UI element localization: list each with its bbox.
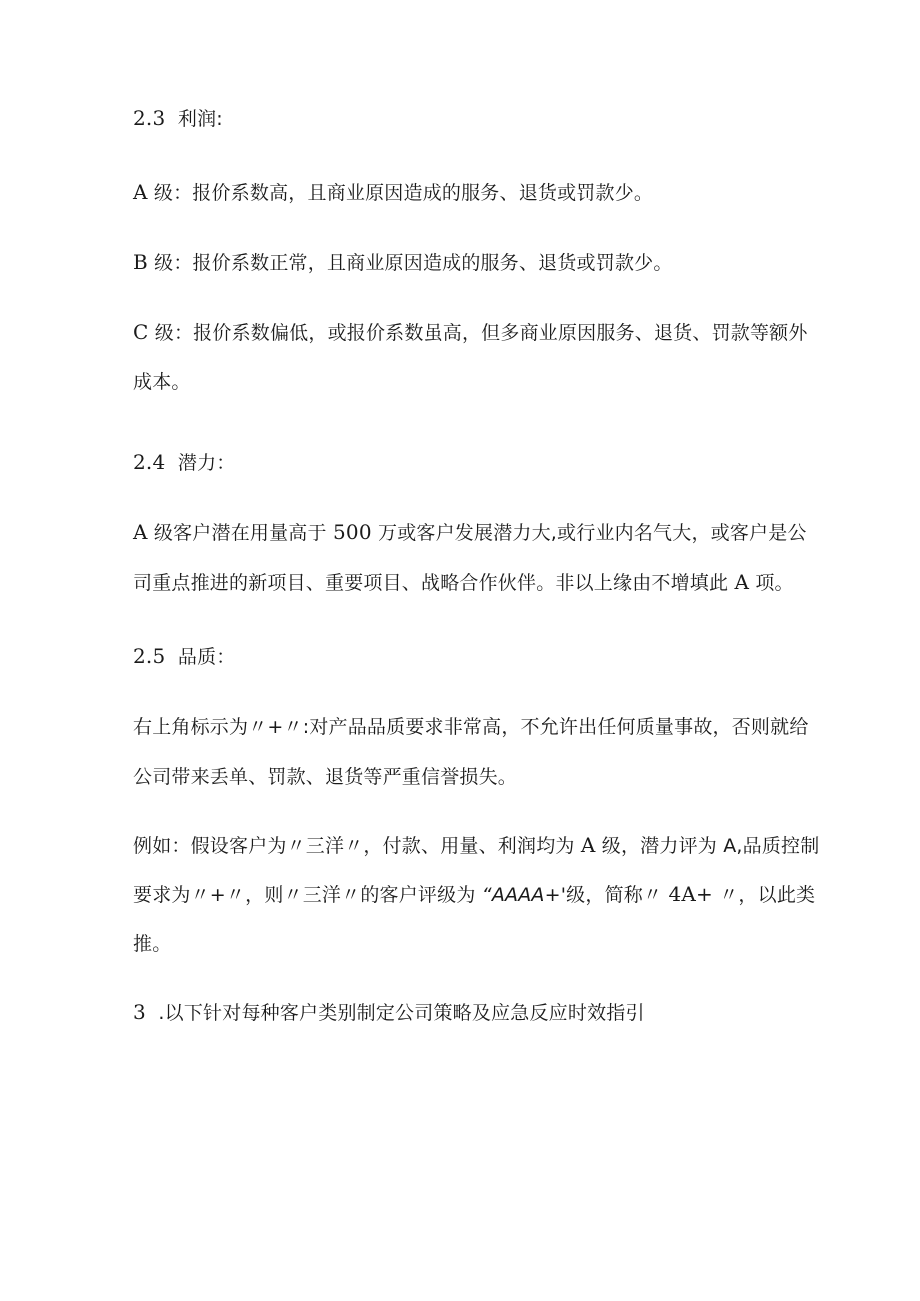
heading-2-3: 2.3 利润: xyxy=(133,106,223,130)
grade-c-line-2: 成本。 xyxy=(133,371,191,393)
potential-line-2: 司重点推进的新项目、重要项目、战略合作伙伴。非以上缘由不增填此 A 项。 xyxy=(133,570,794,594)
potential-line-1: A 级客户潜在用量高于 500 万或客户发展潜力大,或行业内名气大，或客户是公 xyxy=(133,520,807,544)
example-line-2: 要求为〃+〃，则〃三洋〃的客户评级为 “AAAA+'级，简称〃 4A+ 〃，以此类 xyxy=(133,882,816,906)
example-line-1: 例如：假设客户为〃三洋〃，付款、用量、利润均为 A 级，潜力评为 A,品质控制 xyxy=(133,833,820,857)
example-line-3: 推。 xyxy=(133,933,172,955)
heading-2-4: 2.4 潜力： xyxy=(133,450,236,474)
quality-line-2: 公司带来丢单、罚款、退货等严重信誉损失。 xyxy=(133,766,518,788)
grade-c-line-1: C 级：报价系数偏低，或报价系数虽高，但多商业原因服务、退货、罚款等额外 xyxy=(133,320,808,344)
grade-b-paragraph: B 级：报价系数正常，且商业原因造成的服务、退货或罚款少。 xyxy=(133,250,673,274)
heading-2-5: 2.5 品质： xyxy=(133,644,236,668)
quality-line-1: 右上角标示为〃+〃:对产品品质要求非常高，不允许出任何质量事故，否则就给 xyxy=(133,716,809,738)
heading-3: 3 .以下针对每种客户类别制定公司策略及应急反应时效指引 xyxy=(133,1000,645,1024)
grade-a-paragraph: A 级：报价系数高，且商业原因造成的服务、退货或罚款少。 xyxy=(133,180,654,204)
